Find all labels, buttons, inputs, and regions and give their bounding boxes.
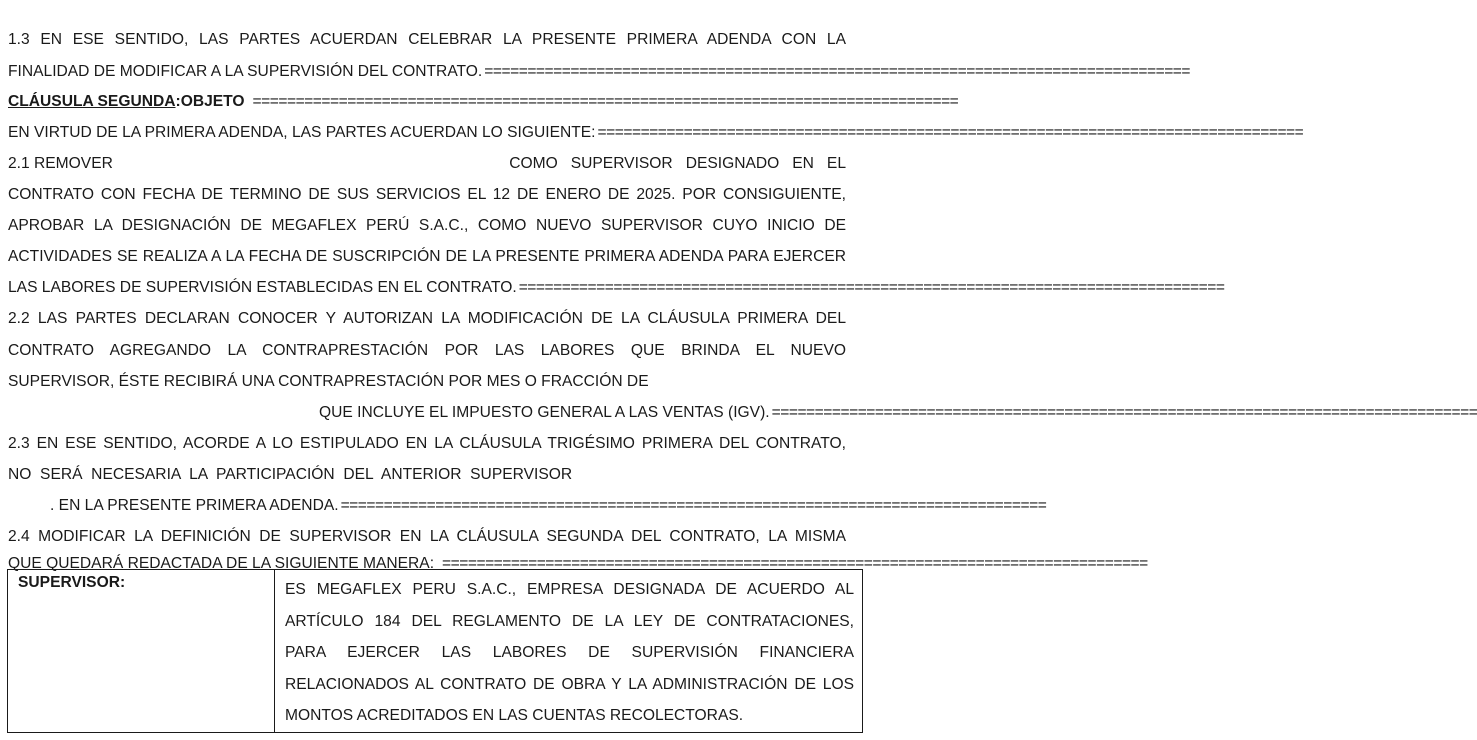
definition-table [7,569,863,733]
clause-object: OBJETO [180,93,245,110]
paragraph-2-4-line-2 [8,548,1148,572]
paragraph-2-1-line-3: APROBAR LA DESIGNACIÓN DE MEGAFLEX PERÚ S.A.C., COMO NUEVO SUPERVISOR CUYO INICIO DE [8,217,846,234]
paragraph-2-2-line-2: CONTRATO AGREGANDO LA CONTRAPRESTACIÓN POR LAS LABORES QUE BRINDA EL NUEVO [8,342,846,359]
clause-heading-line [8,86,959,117]
definition-line-1: ES MEGAFLEX PERU S.A.C., EMPRESA DESIGNADA DE ACUERDO AL [285,581,854,598]
text: QUE QUEDARÁ REDACTADA DE LA SIGUIENTE MANERA: [8,555,435,572]
paragraph-2-3-line-1: 2.3 EN ESE SENTIDO, ACORDE A LO ESTIPULADO EN LA CLÁUSULA TRIGÉSIMO PRIMERA DEL CONTRATO, [8,435,846,452]
definition-line-5: MONTOS ACREDITADOS EN LAS CUENTAS RECOLECTORAS. [285,707,744,724]
intro-line [8,117,1304,148]
paragraph-2-1-line-1 [8,148,846,179]
filler: ================================================================================== [484,63,1191,80]
filler: ================================================================================== [252,93,959,110]
filler: ================================================================================== [442,555,1148,572]
paragraph-1-3-line-1: 1.3 EN ESE SENTIDO, LAS PARTES ACUERDAN CELEBRAR LA PRESENTE PRIMERA ADENDA CON LA [8,31,846,48]
definition-line-4: RELACIONADOS AL CONTRATO DE OBRA Y LA ADMINISTRACIÓN DE LOS [285,675,854,693]
definition-line-2: ARTÍCULO 184 DEL REGLAMENTO DE LA LEY DE CONTRATACIONES, [285,612,854,630]
paragraph-1-3-line-2 [8,56,1191,87]
paragraph-2-1-line-5 [8,272,1225,303]
clause-heading: CLÁUSULA SEGUNDA [8,93,176,110]
filler: ================================================================================== [597,124,1304,141]
text: . EN LA PRESENTE PRIMERA ADENDA. [50,497,339,514]
clause-colon: : [175,93,181,110]
paragraph-2-3-line-2: NO SERÁ NECESARIA LA PARTICIPACIÓN DEL ANTERIOR SUPERVISOR [8,466,573,483]
filler: ================================================================================== [340,497,1047,514]
paragraph-2-1-line-2: CONTRATO CON FECHA DE TERMINO DE SUS SERVICIOS EL 12 DE ENERO DE 2025. POR CONSIGUIENTE, [8,186,846,203]
paragraph-2-4-line-1: 2.4 MODIFICAR LA DEFINICIÓN DE SUPERVISOR EN LA CLÁUSULA SEGUNDA DEL CONTRATO, LA MISMA [8,528,846,545]
text: LAS LABORES DE SUPERVISIÓN ESTABLECIDAS EN EL CONTRATO. [8,279,517,296]
paragraph-2-2-line-4 [8,397,1477,428]
text: EN VIRTUD DE LA PRIMERA ADENDA, LAS PARTES ACUERDAN LO SIGUIENTE: [8,124,596,141]
definition-text [275,570,863,733]
definition-term: SUPERVISOR: [8,570,275,733]
filler: ================================================================================== [771,404,1477,421]
paragraph-2-2-line-1: 2.2 LAS PARTES DECLARAN CONOCER Y AUTORIZAN LA MODIFICACIÓN DE LA CLÁUSULA PRIMERA DEL [8,310,846,327]
filler: ================================================================================== [518,279,1225,296]
definition-line-3: PARA EJERCER LAS LABORES DE SUPERVISIÓN FINANCIERA [285,644,854,661]
paragraph-2-1-line-4: ACTIVIDADES SE REALIZA A LA FECHA DE SUSCRIPCIÓN DE LA PRESENTE PRIMERA ADENDA PARA EJERCER [8,248,846,265]
paragraph-2-3-line-3 [8,490,1047,521]
text: FINALIDAD DE MODIFICAR A LA SUPERVISIÓN DEL CONTRATO. [8,63,483,80]
text: QUE INCLUYE EL IMPUESTO GENERAL A LAS VENTAS (IGV). [319,404,770,421]
definition-row [8,570,863,733]
text-left: 2.1 REMOVER [8,155,113,172]
text-right: COMO SUPERVISOR DESIGNADO EN EL [509,155,846,172]
paragraph-2-2-line-3: SUPERVISOR, ÉSTE RECIBIRÁ UNA CONTRAPRESTACIÓN POR MES O FRACCIÓN DE [8,373,649,390]
